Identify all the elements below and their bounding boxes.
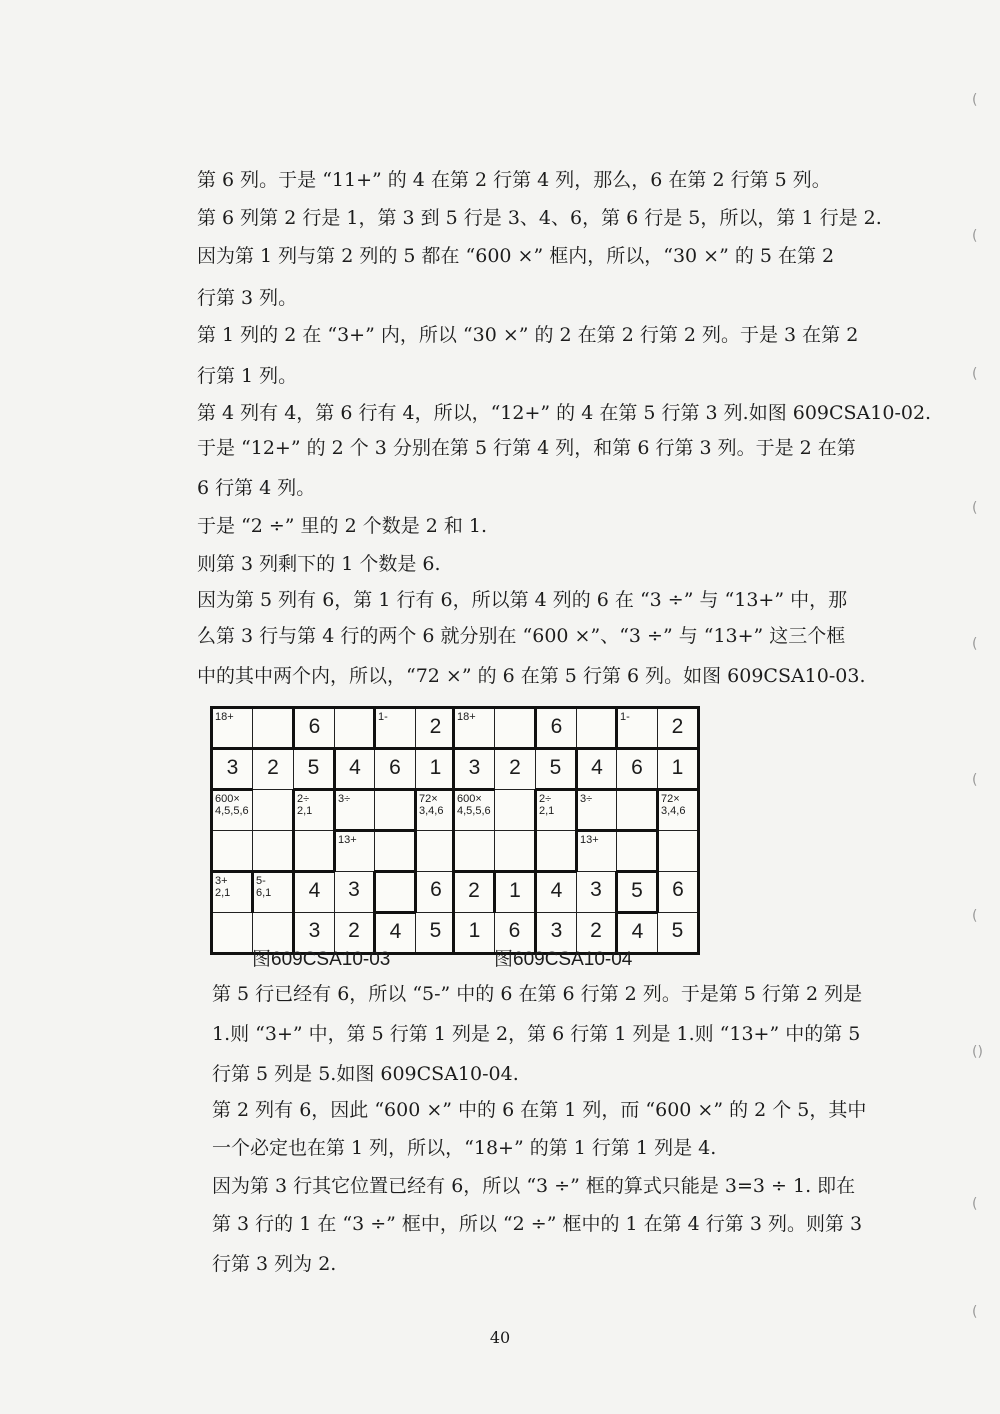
grid-cell <box>212 831 253 872</box>
grid-cell <box>577 749 617 790</box>
grid-cell <box>294 790 335 831</box>
grid-cell <box>536 831 577 872</box>
text-line: 第 6 列第 2 行是 1，第 3 到 5 行是 3、4、6，第 6 行是 5，所以，第 1 行是 2. <box>197 207 882 229</box>
grid-cell <box>454 708 495 749</box>
cell-value: 4 <box>550 879 563 902</box>
cage-clue: 13+ <box>338 834 357 846</box>
text-line: 因为第 3 行其它位置已经有 6，所以 “3 ÷” 框的算式只能是 3=3 ÷ 1. 即在 <box>212 1175 856 1197</box>
grid-cell <box>454 790 495 831</box>
figure-left-caption: 图609CSA10-03 <box>252 949 391 970</box>
grid-cell <box>375 708 416 749</box>
cell-value: 2 <box>671 715 684 738</box>
cell-value: 3 <box>550 919 563 942</box>
grid-cell <box>495 831 536 872</box>
cage-clue: 5- 6,1 <box>256 875 272 899</box>
grid-cell <box>658 831 699 872</box>
cage-clue: 2÷ 2,1 <box>539 793 555 817</box>
binding-mark: ( <box>972 1304 978 1320</box>
grid-cell <box>253 749 294 790</box>
grid-cell <box>335 790 375 831</box>
cell-value: 6 <box>389 756 401 779</box>
cage-clue: 3÷ <box>338 793 351 805</box>
cell-value: 6 <box>550 715 563 738</box>
cell-value: 2 <box>429 715 442 738</box>
text-line: 一个必定也在第 1 列，所以，“18+” 的第 1 行第 1 列是 4. <box>212 1137 717 1159</box>
grid-cell <box>253 708 294 749</box>
grid-row <box>454 872 699 913</box>
cell-value: 6 <box>631 756 643 779</box>
grid-cell <box>454 872 495 913</box>
cell-value: 6 <box>430 878 442 901</box>
cell-value: 1 <box>468 919 481 942</box>
cell-value: 5 <box>307 756 320 779</box>
figure-left <box>210 706 458 955</box>
binding-mark: ( <box>972 1196 978 1212</box>
cell-value: 2 <box>509 756 521 779</box>
grid-cell <box>335 872 375 913</box>
cell-value: 3 <box>468 756 481 779</box>
cell-value: 3 <box>226 756 239 779</box>
grid-cell <box>375 831 416 872</box>
text-line: 因为第 5 列有 6，第 1 行有 6，所以第 4 列的 6 在 “3 ÷” 与 “13+” 中，那 <box>197 589 848 611</box>
binding-mark: ( <box>972 908 978 924</box>
grid-cell <box>454 913 495 954</box>
text-line: 第 3 行的 1 在 “3 ÷” 框中，所以 “2 ÷” 框中的 1 在第 4 行第 3 列。则第 3 <box>212 1213 863 1235</box>
grid-cell <box>536 708 577 749</box>
grid-cell <box>454 831 495 872</box>
text-line: 6 行第 4 列。 <box>197 477 316 499</box>
kenken-grid-left <box>210 706 458 955</box>
grid-cell <box>212 708 253 749</box>
text-line: 行第 1 列。 <box>197 365 298 387</box>
grid-cell <box>375 790 416 831</box>
cell-value: 2 <box>267 756 279 779</box>
grid-row <box>212 790 457 831</box>
grid-cell <box>294 872 335 913</box>
grid-cell <box>658 790 699 831</box>
grid-cell <box>416 831 457 872</box>
text-line: 第 6 列。于是 “11+” 的 4 在第 2 行第 4 列，那么，6 在第 2 行第 5 列。 <box>197 169 831 191</box>
grid-row <box>212 749 457 790</box>
grid-cell <box>495 790 536 831</box>
grid-cell <box>617 749 658 790</box>
grid-cell <box>335 831 375 872</box>
binding-mark: ( <box>972 92 978 108</box>
cage-clue: 3÷ <box>580 793 593 805</box>
grid-cell <box>617 708 658 749</box>
grid-row <box>454 708 699 749</box>
cage-clue: 18+ <box>215 711 234 723</box>
cell-value: 6 <box>308 715 321 738</box>
page-number: 40 <box>489 1328 511 1347</box>
grid-row <box>454 831 699 872</box>
grid-cell <box>375 872 416 913</box>
text-line: 中的其中两个内，所以，“72 ×” 的 6 在第 5 行第 6 列。如图 609CSA10-03. <box>197 665 866 687</box>
grid-cell <box>375 749 416 790</box>
text-line: 于是 “2 ÷” 里的 2 个数是 2 和 1. <box>197 515 488 537</box>
grid-cell <box>294 749 335 790</box>
grid-cell <box>212 790 253 831</box>
text-line: 1.则 “3+” 中，第 5 行第 1 列是 2，第 6 行第 1 列是 1.则 “13+” 中的第 5 <box>212 1023 861 1045</box>
binding-mark: ( <box>972 366 978 382</box>
cell-value: 2 <box>348 919 360 942</box>
cell-value: 4 <box>631 920 644 943</box>
cell-value: 4 <box>389 920 402 943</box>
cage-clue: 2÷ 2,1 <box>297 793 313 817</box>
grid-row <box>212 708 457 749</box>
binding-mark: ( <box>972 636 978 652</box>
grid-cell <box>617 872 658 913</box>
grid-cell <box>495 749 536 790</box>
grid-cell <box>294 708 335 749</box>
grid-cell <box>658 872 699 913</box>
cage-clue: 600× 4,5,5,6 <box>215 793 249 817</box>
cage-clue: 3+ 2,1 <box>215 875 231 899</box>
cell-value: 5 <box>549 756 562 779</box>
grid-cell <box>577 708 617 749</box>
grid-cell <box>212 913 253 954</box>
text-line: 行第 5 列是 5.如图 609CSA10-04. <box>212 1063 519 1085</box>
cell-value: 3 <box>590 878 602 901</box>
text-line: 第 5 行已经有 6，所以 “5-” 中的 6 在第 6 行第 2 列。于是第 5 行第 2 列是 <box>212 983 863 1005</box>
grid-cell <box>536 749 577 790</box>
grid-cell <box>617 831 658 872</box>
text-line: 第 2 列有 6，因此 “600 ×” 中的 6 在第 1 列，而 “600 ×” 的 2 个 5，其中 <box>212 1099 867 1121</box>
cell-value: 4 <box>349 756 361 779</box>
text-line: 第 4 列有 4，第 6 行有 4，所以，“12+” 的 4 在第 5 行第 3 列.如图 609CSA10-02. <box>197 402 932 424</box>
grid-cell <box>495 872 536 913</box>
grid-cell <box>536 872 577 913</box>
binding-mark: () <box>972 1044 983 1060</box>
grid-cell <box>253 872 294 913</box>
grid-cell <box>454 749 495 790</box>
text-line: 则第 3 列剩下的 1 个数是 6. <box>197 553 441 575</box>
grid-cell <box>253 790 294 831</box>
grid-cell <box>416 708 457 749</box>
grid-cell <box>294 831 335 872</box>
cage-clue: 13+ <box>580 834 599 846</box>
cell-value: 1 <box>509 879 521 902</box>
cell-value: 4 <box>308 879 321 902</box>
cell-value: 6 <box>508 919 521 942</box>
grid-cell <box>658 708 699 749</box>
cell-value: 5 <box>671 919 684 942</box>
grid-cell <box>658 913 699 954</box>
grid-cell <box>416 790 457 831</box>
grid-cell <box>416 749 457 790</box>
binding-mark: ( <box>972 228 978 244</box>
grid-cell <box>577 790 617 831</box>
cell-value: 3 <box>348 878 360 901</box>
grid-row <box>212 872 457 913</box>
cell-value: 6 <box>672 878 684 901</box>
cell-value: 1 <box>429 756 442 779</box>
kenken-grid-right <box>452 706 700 955</box>
grid-cell <box>495 708 536 749</box>
binding-mark: ( <box>972 772 978 788</box>
grid-cell <box>416 913 457 954</box>
cell-value: 4 <box>591 756 603 779</box>
grid-row <box>454 749 699 790</box>
text-line: 第 1 列的 2 在 “3+” 内，所以 “30 ×” 的 2 在第 2 行第 2 列。于是 3 在第 2 <box>197 324 859 346</box>
grid-row <box>454 790 699 831</box>
cage-clue: 72× 3,4,6 <box>661 793 686 817</box>
text-line: 行第 3 列为 2. <box>212 1253 337 1275</box>
figure-right <box>452 706 700 955</box>
cage-clue: 1- <box>378 711 388 723</box>
grid-cell <box>416 872 457 913</box>
text-line: 于是 “12+” 的 2 个 3 分别在第 5 行第 4 列，和第 6 行第 3 列。于是 2 在第 <box>197 437 856 459</box>
cage-clue: 72× 3,4,6 <box>419 793 444 817</box>
binding-mark: ( <box>972 500 978 516</box>
grid-cell <box>253 831 294 872</box>
grid-cell <box>577 831 617 872</box>
cage-clue: 600× 4,5,5,6 <box>457 793 491 817</box>
grid-cell <box>617 790 658 831</box>
grid-cell <box>658 749 699 790</box>
cell-value: 3 <box>308 919 321 942</box>
cell-value: 1 <box>671 756 684 779</box>
cell-value: 2 <box>468 879 480 902</box>
grid-row <box>212 831 457 872</box>
text-line: 因为第 1 列与第 2 列的 5 都在 “600 ×” 框内，所以，“30 ×” 的 5 在第 2 <box>197 245 835 267</box>
grid-cell <box>335 708 375 749</box>
cage-clue: 18+ <box>457 711 476 723</box>
grid-cell <box>212 872 253 913</box>
grid-cell <box>212 749 253 790</box>
grid-cell <box>577 872 617 913</box>
cell-value: 5 <box>429 919 442 942</box>
figure-right-caption: 图609CSA10-04 <box>494 949 633 970</box>
grid-cell <box>536 790 577 831</box>
text-line: 行第 3 列。 <box>197 287 298 309</box>
cell-value: 5 <box>631 879 643 902</box>
text-line: 么第 3 行与第 4 行的两个 6 就分别在 “600 ×”、“3 ÷” 与 “13+” 这三个框 <box>197 625 846 647</box>
grid-cell <box>335 749 375 790</box>
cell-value: 2 <box>590 919 602 942</box>
cage-clue: 1- <box>620 711 630 723</box>
